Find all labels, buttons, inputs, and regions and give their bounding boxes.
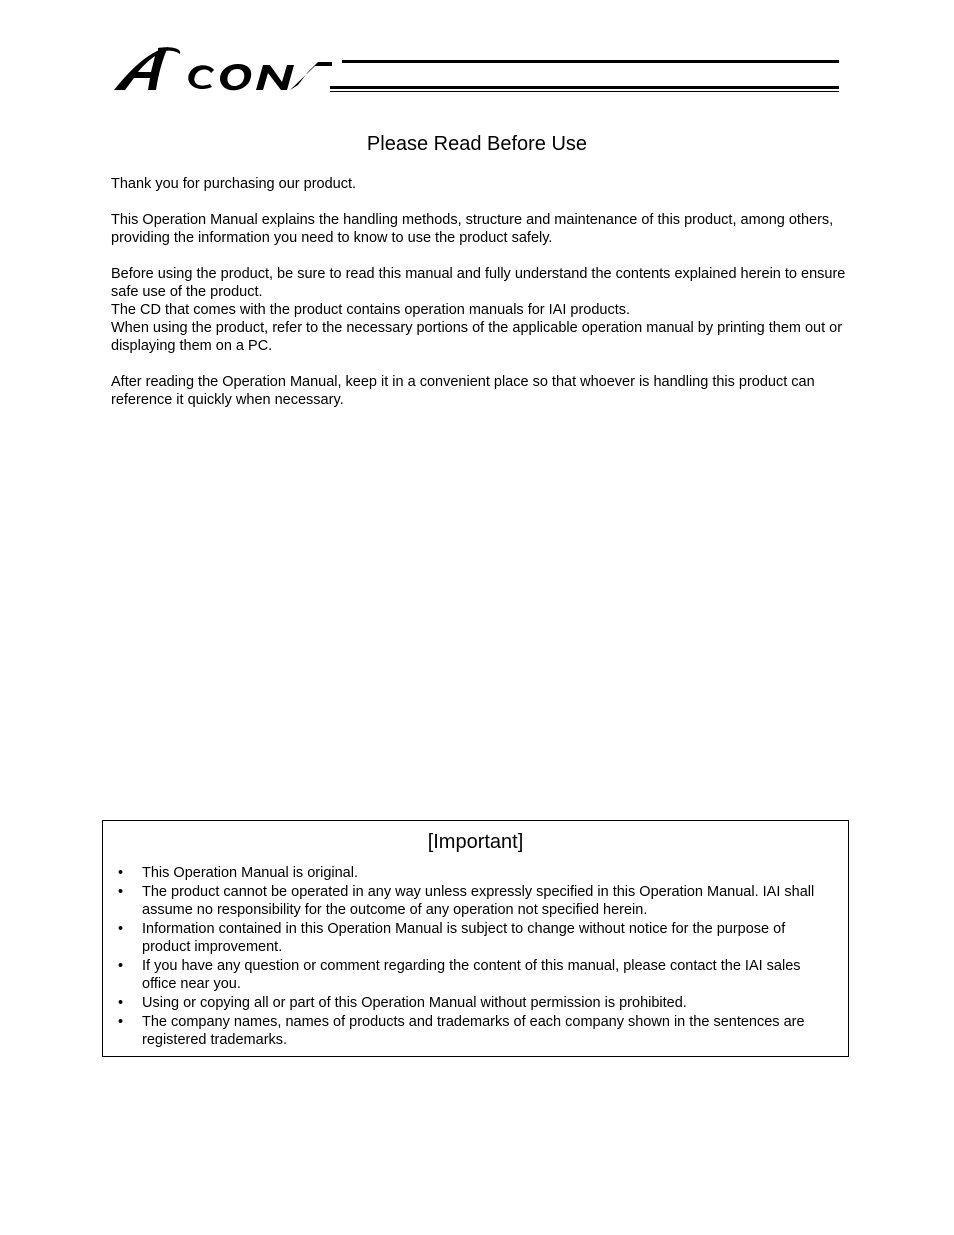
acon-logo [110,40,842,100]
list-item [115,920,836,956]
bullet-icon: • [118,1014,124,1030]
important-list [103,864,848,1049]
list-item [115,883,836,919]
list-item [115,864,836,882]
intro-paragraph-cd: The CD that comes with the product contains operation manuals for IAI products. [111,302,631,318]
bullet-icon: • [118,884,124,900]
list-item-text: This Operation Manual is original. [142,865,358,881]
list-item-text: If you have any question or comment regarding the content of this manual, please contact the IAI sales office near you. [142,958,801,992]
list-item-text: Information contained in this Operation Manual is subject to change without notice for the purpose of product improvement. [142,921,786,955]
intro-paragraph-keep: After reading the Operation Manual, keep it in a convenient place so that whoever is handling this product can reference it quickly when necessary. [111,374,815,408]
important-heading: [Important] [427,831,524,853]
intro-paragraph-thanks: Thank you for purchasing our product. [111,176,357,192]
list-item [115,994,836,1012]
document-header [110,40,842,100]
bullet-icon: • [118,995,124,1011]
list-item-text: The company names, names of products and trademarks of each company shown in the sentences are registered trademarks. [142,1014,805,1048]
intro-paragraph-manual: This Operation Manual explains the handling methods, structure and maintenance of this product, among others, providing the information you need to know to use the product safely. [111,212,834,246]
list-item [115,1013,836,1049]
list-item-text: The product cannot be operated in any way unless expressly specified in this Operation Manual. IAI shall assume no responsibility for the outcome of any operation not specified herein. [142,884,815,918]
list-item-text: Using or copying all or part of this Operation Manual without permission is prohibited. [142,995,687,1011]
intro-section [111,175,846,427]
intro-paragraph-printing: When using the product, refer to the necessary portions of the applicable operation manual by printing them out or displaying them on a PC. [111,320,843,354]
bullet-icon: • [118,958,124,974]
important-notice-box [102,820,849,1057]
bullet-icon: • [118,921,124,937]
page-title: Please Read Before Use [366,133,588,155]
intro-paragraph-read: Before using the product, be sure to read this manual and fully understand the contents explained herein to ensure safe use of the product. [111,266,846,300]
bullet-icon: • [118,865,124,881]
list-item [115,957,836,993]
